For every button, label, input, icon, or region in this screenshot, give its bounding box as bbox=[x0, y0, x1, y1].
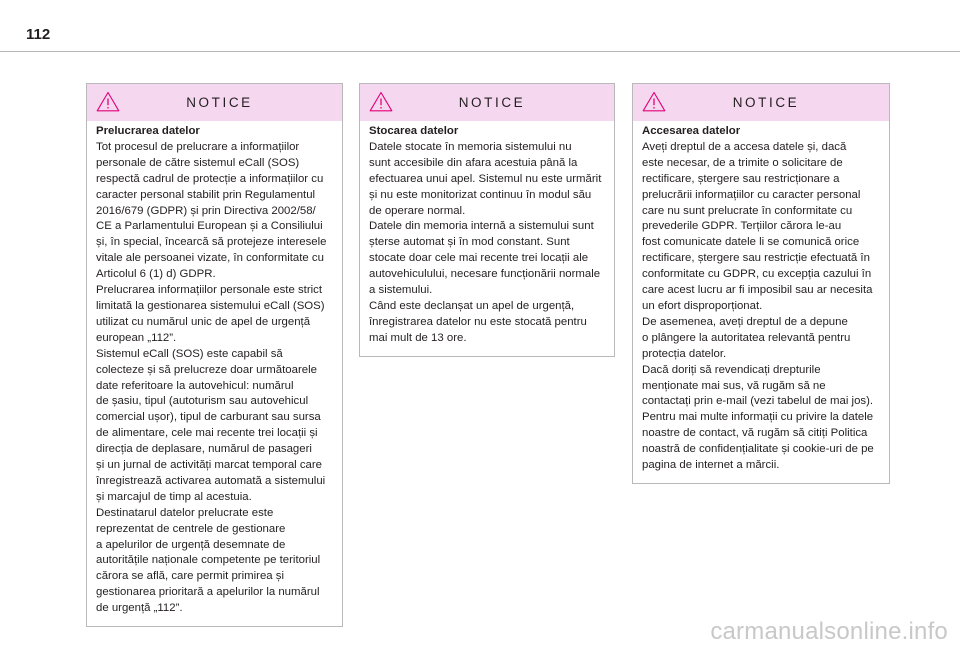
notice-heading: Accesarea datelor bbox=[642, 125, 741, 137]
notice-header bbox=[360, 84, 614, 121]
text-line: de alimentare, cele mai recente trei locații și bbox=[96, 427, 318, 440]
text-line: caracter personal stabilit prin Regulamentul bbox=[96, 188, 316, 201]
text-line: de operare normal. bbox=[369, 204, 466, 217]
notice-title: NOTICE bbox=[458, 95, 526, 110]
notice-title: NOTICE bbox=[186, 95, 253, 110]
text-line: și marcajul de timp al acestuia. bbox=[96, 490, 252, 503]
text-line: Dacă doriți să revendicați drepturile bbox=[642, 363, 821, 376]
text-line: Pentru mai multe informații cu privire la datele bbox=[642, 411, 874, 424]
text-line: respectă cadrul de protecție a informațiilor cu bbox=[96, 172, 324, 185]
text-line: Datele din memoria internă a sistemului sunt bbox=[369, 220, 594, 233]
text-line: cărora se află, care permit primirea și bbox=[96, 570, 285, 583]
text-line: un efort disproporționat. bbox=[642, 299, 763, 312]
text-line: european „112”. bbox=[96, 331, 177, 344]
text-line: rectificare, ștergere sau restricționare a bbox=[642, 172, 840, 185]
text-line: mai mult de 13 ore. bbox=[369, 331, 467, 344]
text-line: de urgență „112”. bbox=[96, 602, 183, 615]
text-line: care acest lucru ar fi imposibil sau ar necesita bbox=[642, 284, 873, 297]
notice-body bbox=[360, 121, 614, 356]
notice-body bbox=[87, 121, 342, 626]
page-number: 112 bbox=[26, 26, 51, 43]
text-line: CE a Parlamentului European și a Consiliului bbox=[96, 220, 323, 233]
text-line: limitată la gestionarea sistemului eCall (SOS) bbox=[96, 299, 325, 312]
notice-box-data-storage bbox=[359, 83, 615, 357]
text-line: sunt accesibile din afara acestuia până la bbox=[369, 156, 578, 169]
text-line: fost comunicate datele li se comunică orice bbox=[642, 236, 860, 249]
text-line: Destinatarul datelor prelucrate este bbox=[96, 506, 274, 519]
text-line: înregistrarea datelor nu este stocată pentru bbox=[369, 315, 587, 328]
text-line: gestionarea prioritară a apelurilor la numărul bbox=[96, 586, 320, 599]
text-line: efectuarea unui apel. Sistemul nu este urmărit bbox=[369, 172, 602, 185]
text-line: o plângere la autoritatea relevantă pentru bbox=[642, 331, 851, 344]
text-line: noastră de confidențialitate și cookie-uri de pe bbox=[642, 443, 874, 456]
text-line: autovehiculului, necesare funcționării normale bbox=[369, 268, 601, 281]
notice-header bbox=[633, 84, 889, 121]
notice-text bbox=[96, 140, 333, 617]
text-line: pagina de internet a mărcii. bbox=[642, 459, 780, 472]
notice-box-data-processing bbox=[86, 83, 343, 627]
text-line: noastre de contact, vă rugăm să citiți Politica bbox=[642, 427, 868, 440]
watermark: carmanualsonline.info bbox=[710, 618, 948, 645]
text-line: și un jurnal de activități marcat temporal care bbox=[96, 459, 323, 472]
text-line: vitale ale persoanei vizate, în conformitate cu bbox=[96, 252, 324, 265]
text-line: prelucrării informațiilor cu caracter personal bbox=[642, 188, 861, 201]
text-line: 2016/679 (GDPR) și prin Directiva 2002/58/ bbox=[96, 204, 316, 217]
text-line: protecția datelor. bbox=[642, 347, 727, 360]
text-line: șterse automat și în mod constant. Sunt bbox=[369, 236, 570, 249]
text-line: De asemenea, aveți dreptul de a depune bbox=[642, 315, 848, 328]
text-line: înregistrează activarea automată a sistemului bbox=[96, 474, 326, 487]
notice-title: NOTICE bbox=[732, 95, 800, 110]
text-line: Când este declanșat un apel de urgență, bbox=[369, 299, 575, 312]
text-line: personale de către sistemul eCall (SOS) bbox=[96, 156, 300, 169]
text-line: Datele stocate în memoria sistemului nu bbox=[369, 140, 572, 153]
text-line: Aveți dreptul de a accesa datele și, dacă bbox=[642, 140, 847, 153]
text-line: și, în special, încearcă să protejeze interesele bbox=[96, 236, 327, 249]
notice-box-data-access bbox=[632, 83, 890, 484]
text-line: de șasiu, tipul (autoturism sau autovehicul bbox=[96, 395, 309, 408]
text-line: prevederile GDPR. Terțiilor cărora le-au bbox=[642, 220, 842, 233]
text-line: colecteze și să prelucreze doar următoarele bbox=[96, 363, 317, 376]
text-line: direcția de deplasare, numărul de pasageri bbox=[96, 443, 312, 456]
notice-text bbox=[369, 140, 605, 347]
text-line: conformitate cu GDPR, cu excepția cazului în bbox=[642, 268, 872, 281]
text-line: utilizat cu numărul unic de apel de urgență bbox=[96, 315, 311, 328]
text-line: comercial ușor), tipul de carburant sau sursa bbox=[96, 411, 321, 424]
notice-header bbox=[87, 84, 342, 121]
text-line: Sistemul eCall (SOS) este capabil să bbox=[96, 347, 283, 360]
text-line: date referitoare la autovehicul: numărul bbox=[96, 379, 294, 392]
text-line: Tot procesul de prelucrare a informațiilor bbox=[96, 140, 300, 153]
text-line: reprezentat de centrele de gestionare bbox=[96, 522, 286, 535]
notice-body bbox=[633, 121, 889, 483]
text-line: și nu este monitorizat continuu în modul său bbox=[369, 188, 592, 201]
text-line: care nu sunt prelucrate în conformitate cu bbox=[642, 204, 853, 217]
text-line: rectificare, ștergere sau restricție efectuată în bbox=[642, 252, 870, 265]
warning-icon bbox=[369, 91, 393, 112]
notice-heading: Stocarea datelor bbox=[369, 125, 459, 137]
top-divider bbox=[0, 51, 960, 52]
text-line: a apelurilor de urgență desemnate de bbox=[96, 538, 286, 551]
text-line: Prelucrarea informațiilor personale este strict bbox=[96, 284, 323, 297]
notice-text bbox=[642, 140, 880, 474]
warning-icon bbox=[642, 91, 666, 112]
text-line: autoritățile naționale competente pe teritoriul bbox=[96, 554, 321, 567]
warning-icon bbox=[96, 91, 120, 112]
text-line: menționate mai sus, vă rugăm să ne bbox=[642, 379, 826, 392]
text-line: stocate doar cele mai recente trei locații ale bbox=[369, 252, 589, 265]
notice-heading: Prelucrarea datelor bbox=[96, 125, 200, 137]
text-line: Articolul 6 (1) d) GDPR. bbox=[96, 268, 216, 281]
text-line: este necesar, de a trimite o solicitare de bbox=[642, 156, 843, 169]
text-line: a sistemului. bbox=[369, 284, 433, 297]
text-line: contactați prin e-mail (vezi tabelul de mai jos). bbox=[642, 395, 874, 408]
